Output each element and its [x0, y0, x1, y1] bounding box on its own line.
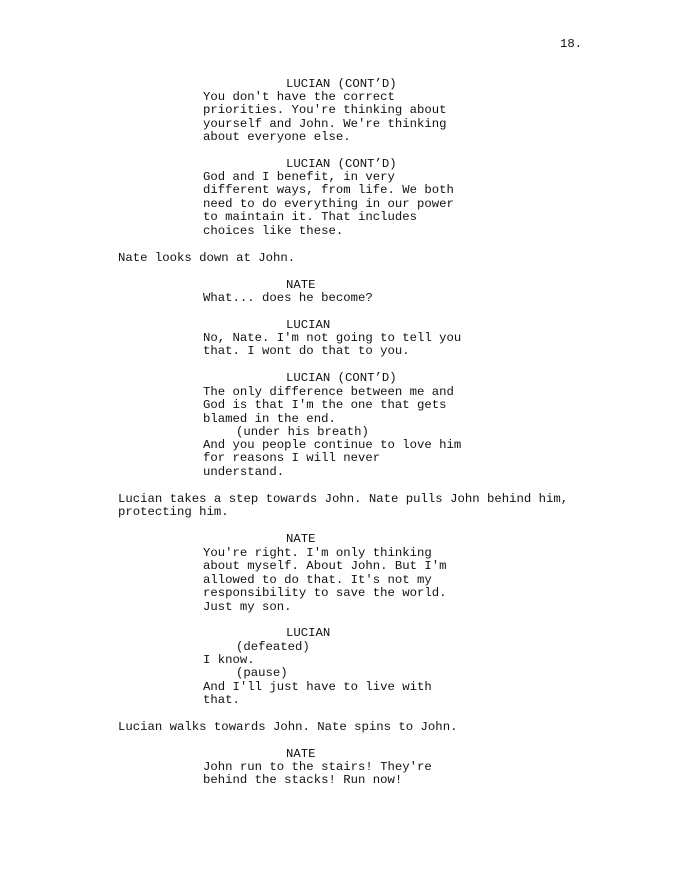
dialogue: The only difference between me and God is that I'm the one that gets blamed in the end. [203, 385, 454, 426]
action-line: Lucian takes a step towards John. Nate pulls John behind him, protecting him. [118, 492, 569, 520]
dialogue: And you people continue to love him for reasons I will never understand. [203, 438, 462, 479]
dialogue: You're right. I'm only thinking about myself. About John. But I'm allowed to do that. It's not my responsibility to save the world. Just my son. [203, 546, 447, 614]
character-cue: LUCIAN (CONT’D) [286, 77, 397, 91]
character-cue: NATE [286, 747, 316, 761]
dialogue: John run to the stairs! They're behind the stacks! Run now! [203, 760, 432, 788]
dialogue: And I'll just have to live with that. [203, 680, 432, 708]
character-cue: NATE [286, 278, 316, 292]
parenthetical: (under his breath) [236, 425, 369, 439]
parenthetical: (pause) [236, 666, 288, 680]
character-cue: NATE [286, 532, 316, 546]
dialogue: God and I benefit, in very different ways, from life. We both need to do everything in our power to maintain it. That includes choices like these. [203, 170, 454, 238]
action-line: Nate looks down at John. [118, 251, 296, 265]
character-cue: LUCIAN (CONT’D) [286, 157, 397, 171]
page-number: 18. [560, 37, 583, 51]
dialogue: I know. [203, 653, 255, 667]
character-cue: LUCIAN (CONT’D) [286, 371, 397, 385]
dialogue: What... does he become? [203, 291, 373, 305]
dialogue: You don't have the correct priorities. You're thinking about yourself and John. We're thinking about everyone else. [203, 90, 447, 145]
dialogue: No, Nate. I'm not going to tell you that. I wont do that to you. [203, 331, 462, 359]
parenthetical: (defeated) [236, 640, 310, 654]
character-cue: LUCIAN [286, 626, 331, 640]
action-line: Lucian walks towards John. Nate spins to John. [118, 720, 458, 734]
character-cue: LUCIAN [286, 318, 331, 332]
